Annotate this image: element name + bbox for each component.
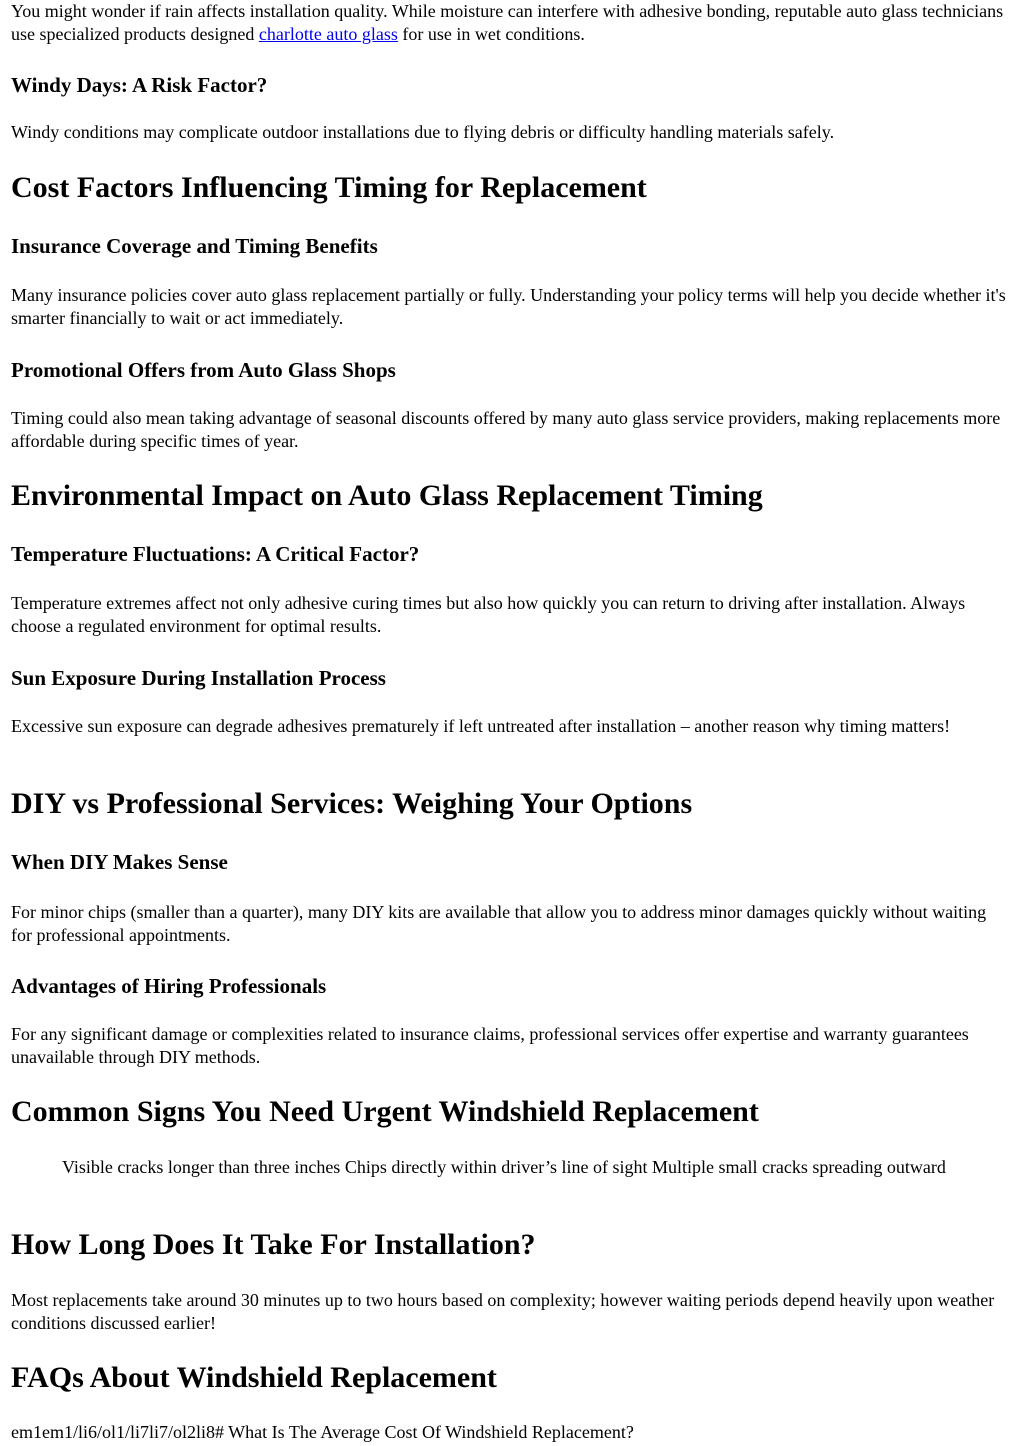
cost-section-heading: Cost Factors Influencing Timing for Replacement	[11, 171, 647, 204]
promo-heading: Promotional Offers from Auto Glass Shops	[11, 358, 396, 382]
when-diy-heading: When DIY Makes Sense	[11, 850, 228, 874]
charlotte-auto-glass-link[interactable]: charlotte auto glass	[258, 24, 398, 44]
installation-time-heading: How Long Does It Take For Installation?	[11, 1228, 536, 1261]
when-diy-paragraph: For minor chips (smaller than a quarter), many DIY kits are available that allow you to address minor damages quickly without waiting for professional appointments.	[11, 902, 987, 945]
intro-text-before-link: You might wonder if rain affects installation quality. While moisture can interfere with adhesive bonding, reputable auto glass technicians use specialized products designed	[11, 1, 1004, 44]
intro-paragraph	[11, 0, 1006, 46]
insurance-heading: Insurance Coverage and Timing Benefits	[11, 234, 378, 258]
insurance-paragraph: Many insurance policies cover auto glass replacement partially or fully. Understanding your policy terms will help you decide whether it's smarter financially to wait or act immediately.	[11, 285, 1006, 328]
environment-section-heading: Environmental Impact on Auto Glass Replacement Timing	[11, 479, 763, 512]
professionals-paragraph: For any significant damage or complexities related to insurance claims, professional services offer expertise and warranty guarantees unavailable through DIY methods.	[11, 1024, 969, 1067]
intro-text-after-link: for use in wet conditions.	[397, 24, 585, 44]
temperature-heading: Temperature Fluctuations: A Critical Factor?	[11, 542, 420, 566]
faqs-heading: FAQs About Windshield Replacement	[11, 1361, 497, 1394]
faq-question: em1em1/li6/ol1/li7li7/ol2li8# What Is The Average Cost Of Windshield Replacement?	[11, 1422, 634, 1442]
sun-exposure-heading: Sun Exposure During Installation Process	[11, 666, 386, 690]
windy-heading: Windy Days: A Risk Factor?	[11, 73, 268, 97]
sun-exposure-paragraph: Excessive sun exposure can degrade adhesives prematurely if left untreated after installation – another reason why timing matters!	[11, 716, 951, 736]
signs-list: Visible cracks longer than three inches Chips directly within driver’s line of sight Multiple small cracks spreading outward	[62, 1157, 946, 1177]
diy-section-heading: DIY vs Professional Services: Weighing Your Options	[11, 787, 693, 820]
signs-section-heading: Common Signs You Need Urgent Windshield Replacement	[11, 1095, 759, 1128]
installation-time-paragraph: Most replacements take around 30 minutes up to two hours based on complexity; however waiting periods depend heavily upon weather conditions discussed earlier!	[11, 1290, 995, 1333]
professionals-heading: Advantages of Hiring Professionals	[11, 974, 327, 998]
promo-paragraph: Timing could also mean taking advantage of seasonal discounts offered by many auto glass service providers, making replacements more affordable during specific times of year.	[11, 408, 1001, 451]
temperature-paragraph: Temperature extremes affect not only adhesive curing times but also how quickly you can return to driving after installation. Always choose a regulated environment for optimal results.	[11, 593, 966, 636]
windy-paragraph: Windy conditions may complicate outdoor installations due to flying debris or difficulty handling materials safely.	[11, 122, 835, 142]
